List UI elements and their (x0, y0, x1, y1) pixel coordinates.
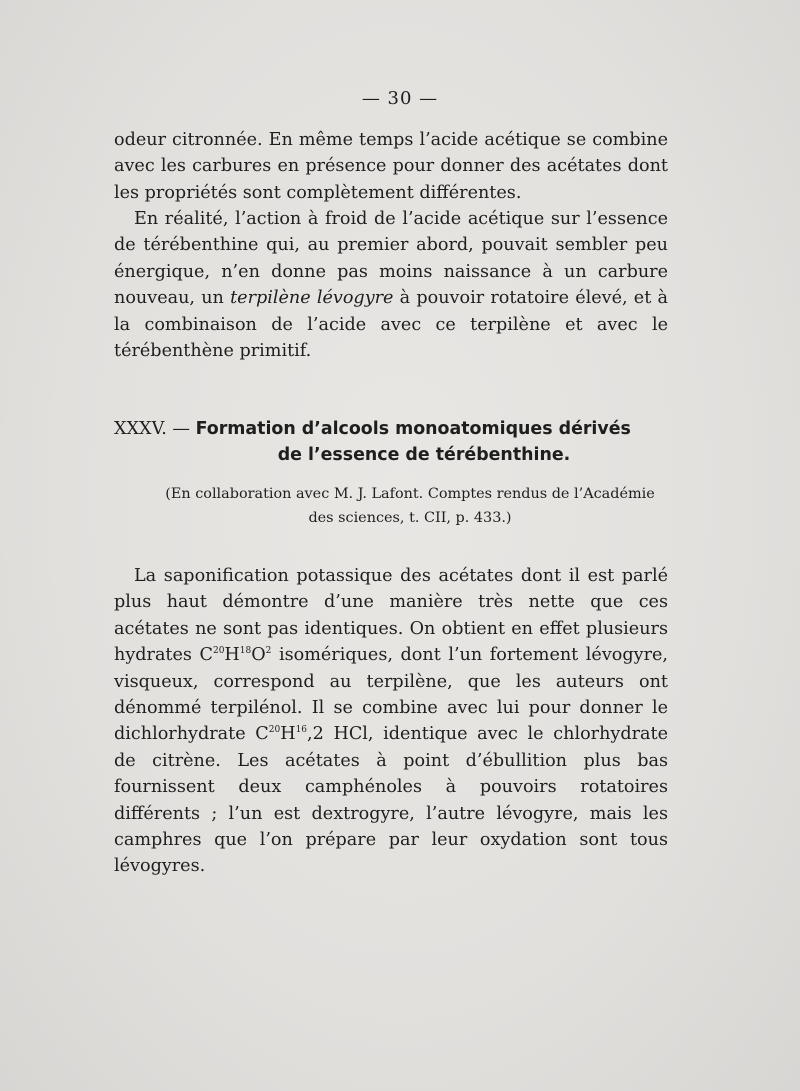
paragraph-2-part2: à pouvoir rotatoire élevé, et à la combinaison de l’acide avec ce terpilène et avec le térébenthène primitif. (114, 288, 668, 362)
formula-sup-4: 20 (268, 725, 281, 736)
collaboration-line-1: (En collaboration avec M. J. Lafont. Comptes rendus de l’Académie (165, 486, 655, 502)
paragraph-3-seg-4: isomériques, dont l’un fortement lévogyre, visqueux, correspond au terpilène, que les auteurs ont dénommé terpilénol. Il se combine avec lui pour donner le dichlorhydrate C (114, 645, 668, 745)
paragraph-3 (114, 563, 668, 880)
paragraph-1 (114, 127, 668, 206)
page-number: — 30 — (361, 88, 439, 109)
section-title-part-1: Formation d’alcools monoatomiques dérivés (195, 419, 631, 439)
paragraph-2 (114, 206, 668, 364)
section-heading (114, 416, 674, 468)
paragraph-3-seg-1: La saponification potassique des acétates dont il est parlé plus haut démontre d’une manière très nette que ces acétates ne sont pas identiques. On obtient en effet plusieurs hydrates C (114, 566, 668, 666)
formula-sup-1: 20 (212, 646, 225, 657)
paragraph-1-text: odeur citronnée. En même temps l’acide acétique se combine avec les carbures en présence pour donner des acétates dont les propriétés sont complètement différentes. (114, 130, 668, 203)
formula-sup-3: 2 (265, 646, 272, 657)
section-title-part-2: de l’essence de térébenthine. (277, 445, 571, 465)
collaboration-line-2: des sciences, t. CII, p. 433.) (308, 510, 512, 526)
paragraph-3-text (114, 563, 668, 880)
paragraph-3-seg-6: ,2 HCl, identique avec le chlorhydrate de citrène. Les acétates à point d’ébullition plus bas fournissent deux camphénoles à pouvoirs rotatoires différents ; l’un est dextrogyre, l’autre lévogyre, mais les camphres que l’on prépare par leur oxydation sont tous lévogyres. (114, 724, 668, 877)
paragraph-2-emphasis: terpilène lévogyre (230, 288, 394, 309)
paragraph-3-seg-3: O (251, 645, 266, 666)
collaboration-note (140, 482, 680, 530)
paragraph-2-part1: En réalité, l’action à froid de l’acide acétique sur l’essence de térébenthine qui, au premier abord, pouvait sembler peu énergique, n’en donne pas moins naissance à un carbure nouveau, un (114, 209, 668, 309)
formula-sup-2: 18 (239, 646, 252, 657)
paragraph-3-seg-5: H (280, 724, 296, 745)
paragraph-2-text (114, 206, 668, 364)
paragraph-3-seg-2: H (224, 645, 240, 666)
section-number: XXXV. — (114, 419, 196, 439)
formula-sup-5: 16 (295, 725, 308, 736)
section-heading-line-1 (114, 416, 674, 442)
